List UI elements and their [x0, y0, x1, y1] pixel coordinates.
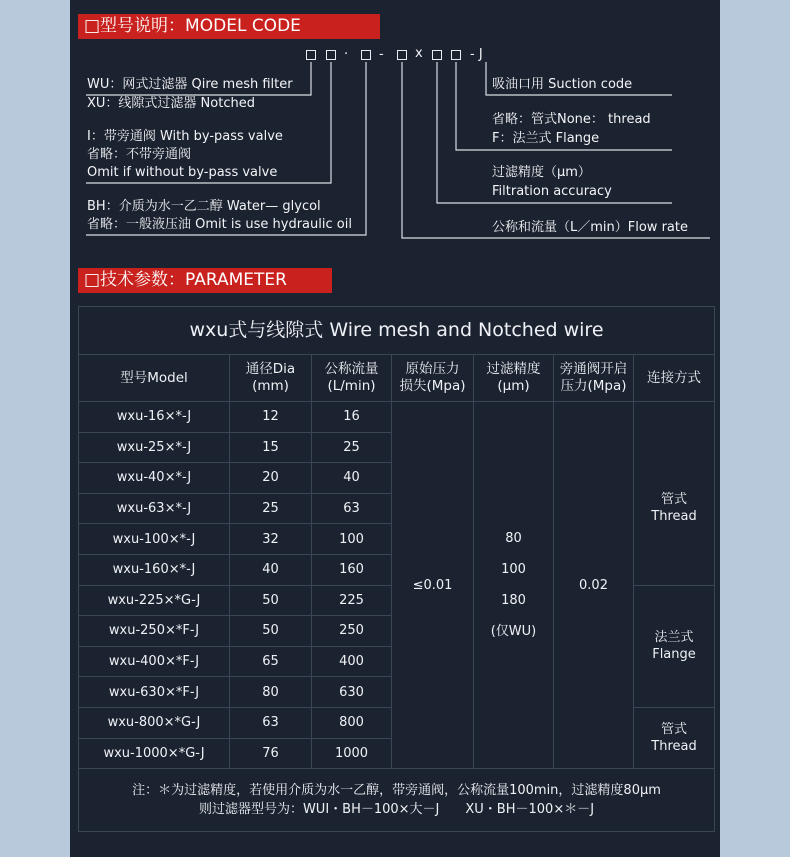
- cell-dia: 40: [230, 554, 312, 585]
- cell-model: wxu-40×*-J: [79, 463, 230, 494]
- header-connection: 连接方式: [634, 355, 715, 402]
- cell-model: wxu-160×*-J: [79, 554, 230, 585]
- cell-dia: 50: [230, 616, 312, 647]
- label-flow-rate: 公称和流量（L／min）Flow rate: [492, 220, 688, 235]
- cell-model: wxu-630×*F-J: [79, 677, 230, 708]
- code-dash: -: [379, 47, 384, 62]
- label-omit-bypass-cn: 省略：不带旁通阀: [87, 147, 192, 162]
- label-omit-bypass-en: Omit if without by-pass valve: [87, 165, 278, 180]
- cell-accuracy: 80 100 180 (仅WU): [474, 402, 554, 769]
- label-suction: 吸油口用 Suction code: [492, 77, 633, 92]
- cell-flow: 250: [312, 616, 392, 647]
- parameter-title: □技术参数：PARAMETER: [78, 268, 332, 293]
- cell-flow: 160: [312, 554, 392, 585]
- model-code-title: □型号说明：MODEL CODE: [78, 14, 380, 39]
- label-bh: BH：介质为水一乙二醇 Water— glycol: [87, 199, 321, 214]
- cell-flow: 225: [312, 585, 392, 616]
- cell-flow: 25: [312, 432, 392, 463]
- code-dot: ·: [344, 47, 349, 62]
- cell-model: wxu-800×*G-J: [79, 707, 230, 738]
- header-dia: 通径Dia (mm): [230, 355, 312, 402]
- cell-flow: 100: [312, 524, 392, 555]
- label-accuracy-cn: 过滤精度（μm）: [492, 165, 591, 180]
- label-hydraulic-oil: 省略：一般液压油 Omit is use hydraulic oil: [87, 217, 352, 232]
- cell-connection-thread: 管式 Thread: [634, 402, 715, 586]
- cell-dia: 76: [230, 738, 312, 769]
- label-bypass: I：带旁通阀 With by-pass valve: [87, 129, 283, 144]
- code-dash-j: - J: [470, 47, 483, 62]
- cell-flow: 16: [312, 402, 392, 433]
- cell-pressure-loss: ≤0.01: [392, 402, 474, 769]
- cell-bypass-pressure: 0.02: [554, 402, 634, 769]
- header-model: 型号Model: [79, 355, 230, 402]
- header-flow: 公称流量 (L/min): [312, 355, 392, 402]
- cell-connection-flange: 法兰式 Flange: [634, 585, 715, 707]
- label-wu: WU：网式过滤器 Qire mesh filter: [87, 77, 293, 92]
- cell-dia: 20: [230, 463, 312, 494]
- cell-model: wxu-63×*-J: [79, 493, 230, 524]
- cell-connection-thread-2: 管式 Thread: [634, 707, 715, 768]
- cell-dia: 12: [230, 402, 312, 433]
- cell-dia: 63: [230, 707, 312, 738]
- header-pressure-loss: 原始压力 损失(Mpa): [392, 355, 474, 402]
- cell-model: wxu-400×*F-J: [79, 646, 230, 677]
- cell-flow: 63: [312, 493, 392, 524]
- cell-flow: 40: [312, 463, 392, 494]
- cell-dia: 80: [230, 677, 312, 708]
- cell-flow: 1000: [312, 738, 392, 769]
- table-note: 注：＊为过滤精度，若使用介质为水一乙醇，带旁通阀，公称流量100min，过滤精度80μm 则过滤器型号为：WUI・BH－100×大－J XU・BH－100×＊－J: [79, 769, 715, 832]
- cell-flow: 400: [312, 646, 392, 677]
- cell-model: wxu-25×*-J: [79, 432, 230, 463]
- label-accuracy-en: Filtration accuracy: [492, 184, 612, 199]
- cell-flow: 630: [312, 677, 392, 708]
- label-thread: 省略：管式None： thread: [492, 112, 651, 127]
- header-bypass: 旁通阀开启 压力(Mpa): [554, 355, 634, 402]
- table-row: [79, 402, 715, 433]
- cell-dia: 15: [230, 432, 312, 463]
- table-title: wxu式与线隙式 Wire mesh and Notched wire: [79, 307, 715, 355]
- cell-model: wxu-16×*-J: [79, 402, 230, 433]
- cell-model: wxu-225×*G-J: [79, 585, 230, 616]
- cell-dia: 25: [230, 493, 312, 524]
- label-xu: XU：线隙式过滤器 Notched: [87, 96, 255, 111]
- code-x: x: [415, 46, 423, 61]
- cell-model: wxu-250×*F-J: [79, 616, 230, 647]
- cell-dia: 32: [230, 524, 312, 555]
- cell-model: wxu-1000×*G-J: [79, 738, 230, 769]
- header-accuracy: 过滤精度 (μm): [474, 355, 554, 402]
- cell-dia: 50: [230, 585, 312, 616]
- label-flange: F：法兰式 Flange: [492, 131, 600, 146]
- parameter-table: [78, 306, 715, 832]
- cell-flow: 800: [312, 707, 392, 738]
- cell-model: wxu-100×*-J: [79, 524, 230, 555]
- cell-dia: 65: [230, 646, 312, 677]
